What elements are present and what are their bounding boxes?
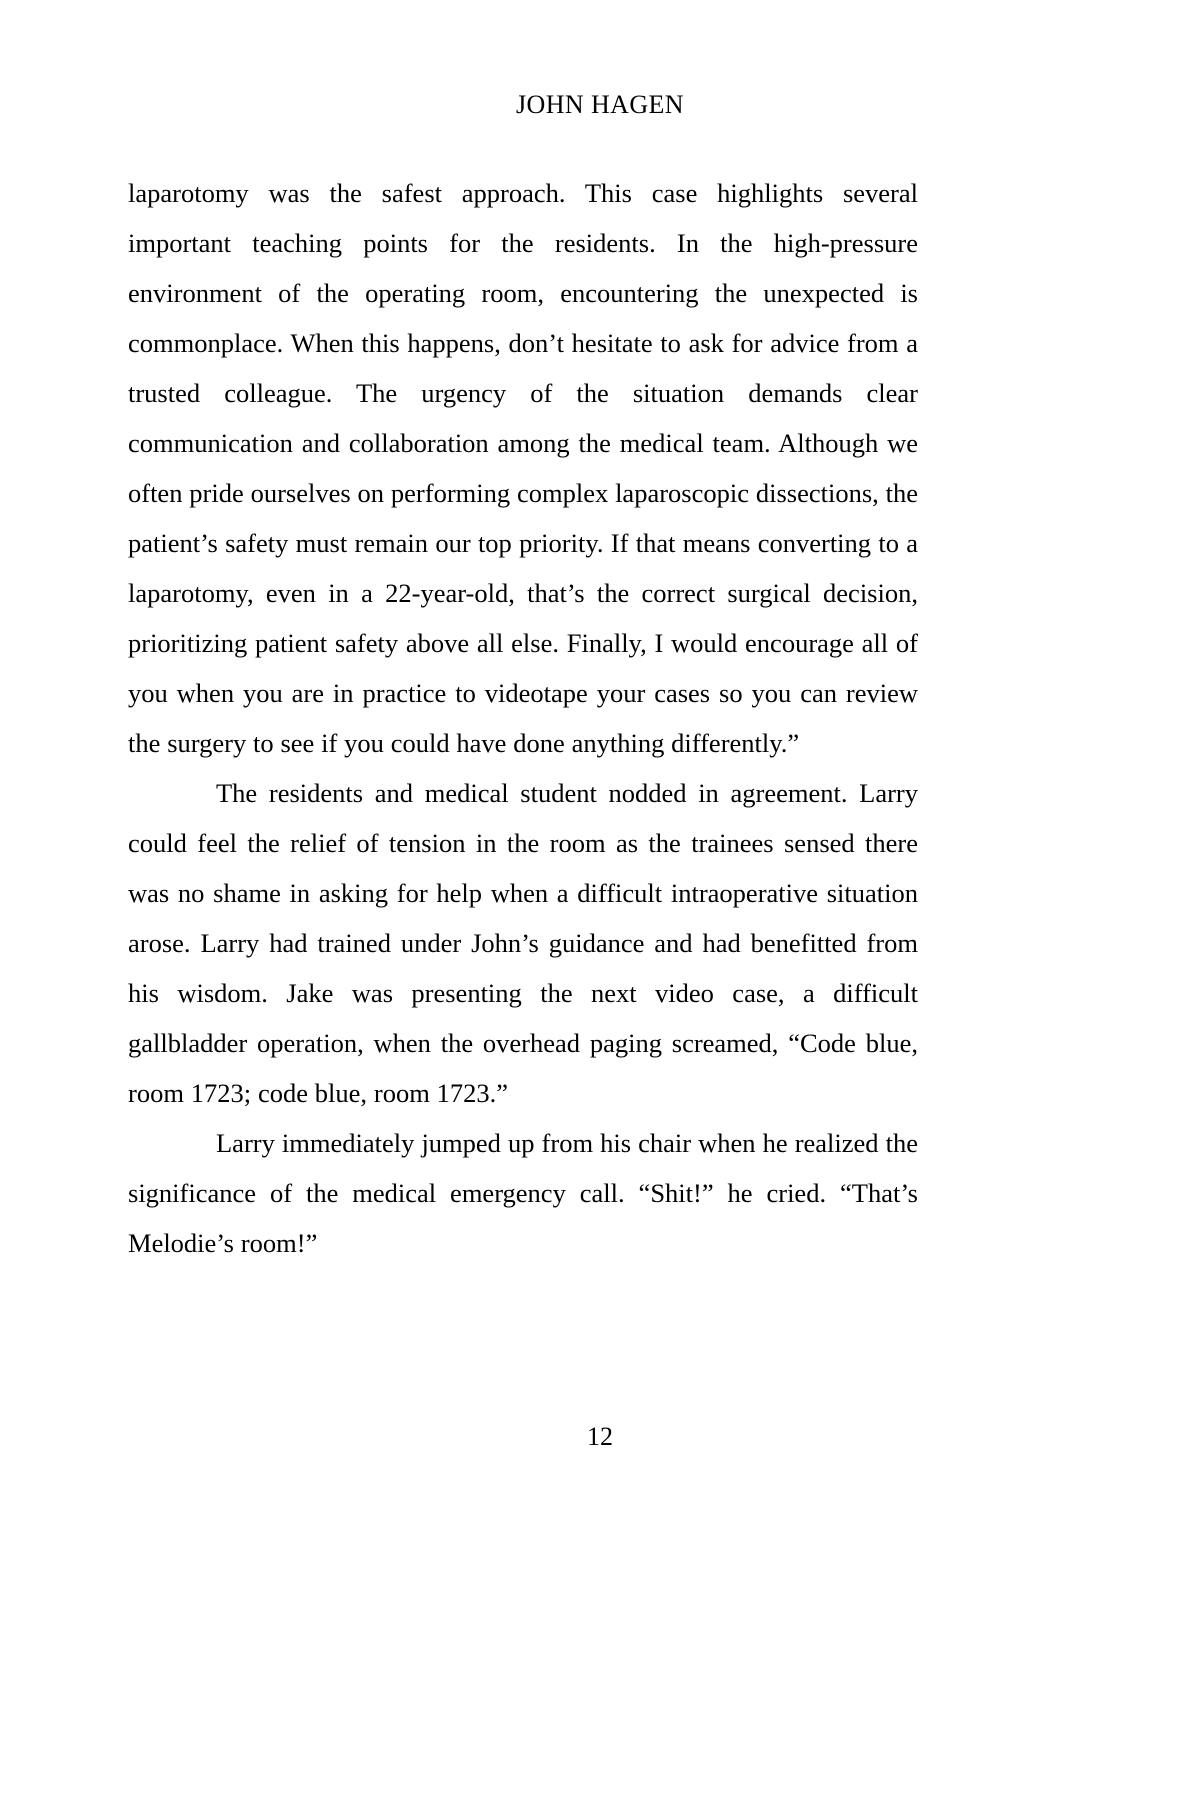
paragraph-residents-nodded: The residents and medical student nodded in agreement. Larry could feel the relief of tension in the room as the trainees sensed there was no shame in asking for help when a difficult intraoperative situation arose. Larry had trained under John’s guidance and had benefitted from his wisdom. Jake was presenting the next video case, a difficult gallbladder operation, when the overhead paging screamed, “Code blue, room 1723; code blue, room 1723.” xyxy=(128,778,918,1108)
paragraph-continuation: laparotomy was the safest approach. This case highlights several important teaching points for the residents. In the high-pressure environment of the operating room, encountering the unexpected is commonplace. When this happens, don’t hesitate to ask for advice from a trusted colleague. The urgency of the situation demands clear communication and collaboration among the medical team. Although we often pride ourselves on performing complex laparoscopic dissections, the patient’s safety must remain our top priority. If that means converting to a laparotomy, even in a 22-year-old, that’s the correct surgical decision, prioritizing patient safety above all else. Finally, I would encourage all of you when you are in practice to videotape your cases so you can review the surgery to see if you could have done anything differently.” xyxy=(128,178,918,758)
body-text-block xyxy=(128,168,918,1268)
paragraph-larry-jumped: Larry immediately jumped up from his chair when he realized the significance of the medical emergency call. “Shit!” he cried. “That’s Melodie’s room!” xyxy=(128,1128,918,1258)
running-head: JOHN HAGEN xyxy=(516,90,684,119)
page-number: 12 xyxy=(587,1422,613,1451)
